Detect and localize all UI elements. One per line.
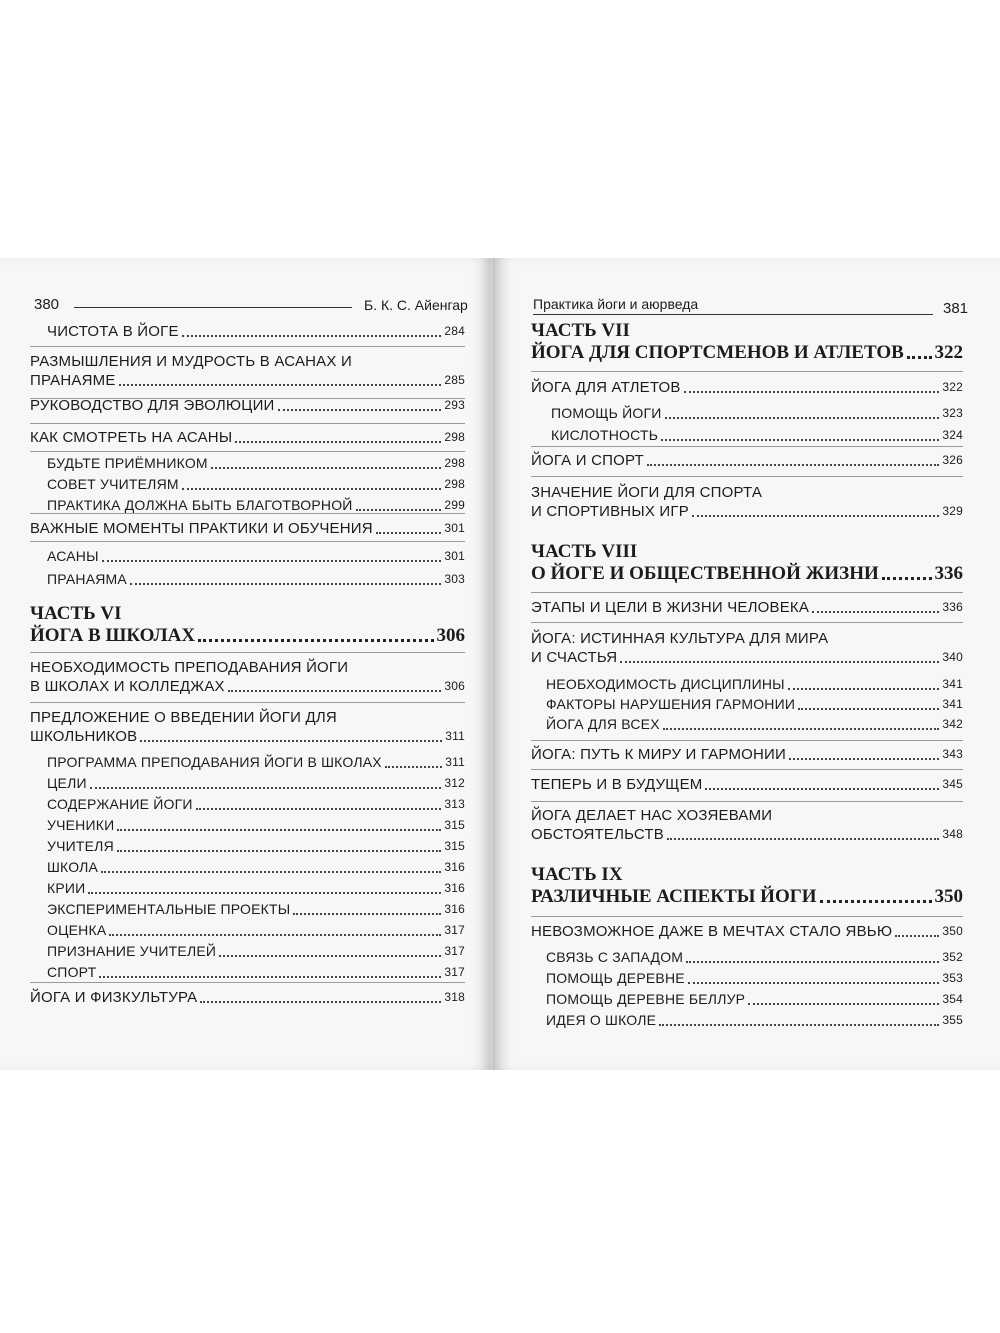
toc-entry-page: 316	[444, 902, 465, 916]
toc-entry-title: УЧИТЕЛЯ	[47, 838, 114, 854]
toc-entry-line: ЗНАЧЕНИЕ ЙОГИ ДЛЯ СПОРТА	[531, 484, 763, 501]
toc-entry-line: НЕОБХОДИМОСТЬ ПРЕПОДАВАНИЯ ЙОГИ	[30, 659, 349, 676]
part-entry[interactable]	[531, 886, 963, 908]
toc-entry[interactable]	[531, 745, 963, 764]
toc-entry-title: ЦЕЛИ	[47, 775, 87, 791]
toc-entry[interactable]	[531, 648, 963, 667]
part-heading: ЧАСТЬ IX	[531, 864, 623, 885]
toc-entry[interactable]	[546, 969, 963, 988]
toc-entry-title: ЭКСПЕРИМЕНТАЛЬНЫЕ ПРОЕКТЫ	[47, 901, 291, 917]
toc-entry-title: И СПОРТИВНЫХ ИГР	[531, 503, 689, 520]
toc-entry-page: 329	[942, 504, 963, 518]
toc-entry[interactable]	[47, 942, 465, 961]
part-page: 350	[934, 886, 963, 907]
toc-entry[interactable]	[531, 825, 963, 844]
toc-entry[interactable]	[47, 837, 465, 856]
toc-entry-page: 301	[444, 549, 465, 563]
toc-entry[interactable]	[47, 858, 465, 877]
toc-entry-title: ПРОГРАММА ПРЕПОДАВАНИЯ ЙОГИ В ШКОЛАХ	[47, 754, 382, 770]
part-title: РАЗЛИЧНЫЕ АСПЕКТЫ ЙОГИ	[531, 886, 817, 907]
toc-entry[interactable]	[546, 1011, 963, 1030]
toc-entry-page: 336	[942, 600, 963, 614]
right-running-head: Практика йоги и аюрведа	[533, 296, 699, 312]
toc-entry[interactable]	[47, 816, 465, 835]
toc-entry[interactable]	[546, 990, 963, 1009]
toc-entry-page: 326	[942, 453, 963, 467]
toc-entry-page: 303	[444, 572, 465, 586]
toc-entry-title: И СЧАСТЬЯ	[531, 649, 618, 666]
toc-entry[interactable]	[47, 921, 465, 940]
toc-entry[interactable]	[531, 922, 963, 941]
left-running-head: Б. К. С. Айенгар	[364, 297, 468, 313]
part-title: ЙОГА В ШКОЛАХ	[30, 625, 196, 646]
toc-entry[interactable]	[47, 753, 465, 772]
toc-entry[interactable]	[30, 727, 465, 746]
toc-entry-page: 311	[445, 729, 465, 743]
toc-entry-page: 352	[942, 950, 963, 964]
toc-entry-page: 317	[444, 944, 465, 958]
toc-entry-page: 299	[444, 498, 465, 512]
toc-entry-page: 301	[444, 521, 465, 535]
toc-entry-title: АСАНЫ	[47, 548, 99, 564]
toc-entry-page: 323	[942, 406, 963, 420]
toc-entry-title: ИДЕЯ О ШКОЛЕ	[546, 1012, 657, 1028]
toc-entry[interactable]	[30, 371, 465, 390]
toc-entry[interactable]	[531, 378, 963, 397]
toc-entry-title: БУДЬТЕ ПРИЁМНИКОМ	[47, 455, 208, 471]
toc-entry-title: ПРАКТИКА ДОЛЖНА БЫТЬ БЛАГОТВОРНОЙ	[47, 497, 353, 513]
toc-entry-page: 340	[942, 650, 963, 664]
toc-entry-page: 355	[942, 1013, 963, 1027]
toc-entry[interactable]	[47, 795, 465, 814]
toc-entry-page: 350	[942, 924, 963, 938]
toc-entry[interactable]	[30, 677, 465, 696]
toc-entry-page: 315	[444, 818, 465, 832]
toc-entry[interactable]	[546, 675, 963, 694]
toc-entry-page: 315	[444, 839, 465, 853]
toc-entry-title: ПРИЗНАНИЕ УЧИТЕЛЕЙ	[47, 943, 217, 959]
toc-entry-title: ОЦЕНКА	[47, 922, 107, 938]
toc-entry-title: ПОМОЩЬ ДЕРЕВНЕ БЕЛЛУР	[546, 991, 746, 1007]
toc-entry-title: ЙОГА И СПОРТ	[531, 452, 644, 469]
toc-entry-page: 293	[444, 398, 465, 412]
part-title: О ЙОГЕ И ОБЩЕСТВЕННОЙ ЖИЗНИ	[531, 563, 879, 584]
toc-entry[interactable]	[531, 502, 963, 521]
toc-entry-page: 317	[444, 923, 465, 937]
part-heading: ЧАСТЬ VII	[531, 320, 630, 341]
toc-entry-page: 324	[942, 428, 963, 442]
toc-entry-title: ТЕПЕРЬ И В БУДУЩЕМ	[531, 776, 703, 793]
toc-entry-page: 316	[444, 881, 465, 895]
toc-entry[interactable]	[30, 519, 465, 538]
toc-entry-line: ПРЕДЛОЖЕНИЕ О ВВЕДЕНИИ ЙОГИ ДЛЯ	[30, 709, 337, 726]
toc-entry[interactable]	[531, 451, 963, 470]
toc-entry-page: 313	[444, 797, 465, 811]
toc-entry-title: ШКОЛА	[47, 859, 99, 875]
toc-entry-line: ЙОГА: ИСТИННАЯ КУЛЬТУРА ДЛЯ МИРА	[531, 630, 829, 647]
header-rule	[74, 307, 352, 308]
toc-entry-page: 311	[445, 755, 465, 769]
toc-entry-title: ПРАНАЯМЕ	[30, 372, 116, 389]
toc-entry-page: 318	[444, 990, 465, 1004]
left-page	[0, 258, 492, 1070]
left-page-number: 380	[34, 296, 60, 313]
toc-entry[interactable]	[546, 695, 963, 714]
toc-entry-page: 341	[942, 677, 963, 691]
toc-entry-page: 298	[444, 477, 465, 491]
toc-entry-title: КРИИ	[47, 880, 86, 896]
toc-entry-title: ПОМОЩЬ ЙОГИ	[551, 405, 662, 421]
toc-entry-page: 316	[444, 860, 465, 874]
toc-entry-page: 343	[942, 747, 963, 761]
toc-entry-page: 322	[942, 380, 963, 394]
toc-entry-page: 353	[942, 971, 963, 985]
toc-entry[interactable]	[30, 428, 465, 447]
toc-entry[interactable]	[47, 475, 465, 494]
toc-entry-page: 298	[444, 430, 465, 444]
toc-entry-title: КАК СМОТРЕТЬ НА АСАНЫ	[30, 429, 233, 446]
toc-entry-title: КИСЛОТНОСТЬ	[551, 427, 659, 443]
toc-entry-title: НЕОБХОДИМОСТЬ ДИСЦИПЛИНЫ	[546, 676, 785, 692]
toc-entry-page: 345	[942, 777, 963, 791]
toc-entry-title: ЙОГА ДЛЯ АТЛЕТОВ	[531, 379, 681, 396]
toc-entry-line: РАЗМЫШЛЕНИЯ И МУДРОСТЬ В АСАНАХ И	[30, 353, 352, 370]
toc-entry-title: СВЯЗЬ С ЗАПАДОМ	[546, 949, 684, 965]
toc-entry-title: ФАКТОРЫ НАРУШЕНИЯ ГАРМОНИИ	[546, 696, 796, 712]
toc-entry-title: СПОРТ	[47, 964, 97, 980]
toc-entry-title: ЙОГА ДЛЯ ВСЕХ	[546, 716, 660, 732]
toc-entry[interactable]	[30, 988, 465, 1007]
toc-entry[interactable]	[47, 547, 465, 566]
toc-entry-page: 312	[444, 776, 465, 790]
toc-entry[interactable]	[551, 404, 963, 423]
toc-entry[interactable]	[47, 879, 465, 898]
toc-entry-page: 284	[444, 324, 465, 338]
toc-entry[interactable]	[531, 598, 963, 617]
toc-entry-page: 342	[942, 717, 963, 731]
toc-entry-page: 317	[444, 965, 465, 979]
part-heading: ЧАСТЬ VIII	[531, 541, 638, 562]
part-title: ЙОГА ДЛЯ СПОРТСМЕНОВ И АТЛЕТОВ	[531, 342, 904, 363]
toc-entry[interactable]	[47, 963, 465, 982]
toc-entry-title: СОВЕТ УЧИТЕЛЯМ	[47, 476, 179, 492]
toc-entry-line: ЙОГА ДЕЛАЕТ НАС ХОЗЯЕВАМИ	[531, 807, 773, 824]
part-page: 306	[436, 625, 465, 646]
toc-entry-title: РУКОВОДСТВО ДЛЯ ЭВОЛЮЦИИ	[30, 397, 275, 414]
toc-entry-title: ЙОГА: ПУТЬ К МИРУ И ГАРМОНИИ	[531, 746, 787, 763]
toc-entry-title: ВАЖНЫЕ МОМЕНТЫ ПРАКТИКИ И ОБУЧЕНИЯ	[30, 520, 373, 537]
toc-entry-page: 298	[444, 456, 465, 470]
part-entry[interactable]	[30, 625, 465, 647]
toc-entry-title: ШКОЛЬНИКОВ	[30, 728, 138, 745]
toc-entry-title: НЕВОЗМОЖНОЕ ДАЖЕ В МЕЧТАХ СТАЛО ЯВЬЮ	[531, 923, 893, 940]
toc-entry-page: 285	[444, 373, 465, 387]
toc-entry[interactable]	[47, 774, 465, 793]
toc-entry-title: В ШКОЛАХ И КОЛЛЕДЖАХ	[30, 678, 225, 695]
part-page: 336	[934, 563, 963, 584]
toc-entry-title: ПРАНАЯМА	[47, 571, 127, 587]
toc-entry[interactable]	[546, 948, 963, 967]
toc-entry[interactable]	[47, 454, 465, 473]
toc-entry-title: УЧЕНИКИ	[47, 817, 115, 833]
toc-entry-title: ПОМОЩЬ ДЕРЕВНЕ	[546, 970, 685, 986]
toc-entry-title: ЙОГА И ФИЗКУЛЬТУРА	[30, 989, 198, 1006]
part-page: 322	[934, 342, 963, 363]
toc-entry-page: 341	[942, 697, 963, 711]
toc-entry-title: ЧИСТОТА В ЙОГЕ	[47, 323, 179, 340]
toc-entry-title: СОДЕРЖАНИЕ ЙОГИ	[47, 796, 193, 812]
toc-entry[interactable]	[47, 570, 465, 589]
toc-entry[interactable]	[531, 775, 963, 794]
toc-entry-page: 306	[444, 679, 465, 693]
toc-entry-page: 354	[942, 992, 963, 1006]
toc-entry-title: ЭТАПЫ И ЦЕЛИ В ЖИЗНИ ЧЕЛОВЕКА	[531, 599, 810, 616]
toc-entry[interactable]	[47, 322, 465, 341]
right-page	[493, 258, 1000, 1070]
right-page-number: 381	[943, 300, 969, 317]
toc-entry[interactable]	[551, 426, 963, 445]
toc-entry[interactable]	[30, 396, 465, 415]
header-rule	[533, 314, 933, 315]
toc-entry[interactable]	[546, 715, 963, 734]
toc-entry-title: ОБСТОЯТЕЛЬСТВ	[531, 826, 664, 843]
part-entry[interactable]	[531, 342, 963, 364]
part-entry[interactable]	[531, 563, 963, 585]
toc-entry[interactable]	[47, 900, 465, 919]
toc-entry-page: 348	[942, 827, 963, 841]
part-heading: ЧАСТЬ VI	[30, 603, 122, 624]
